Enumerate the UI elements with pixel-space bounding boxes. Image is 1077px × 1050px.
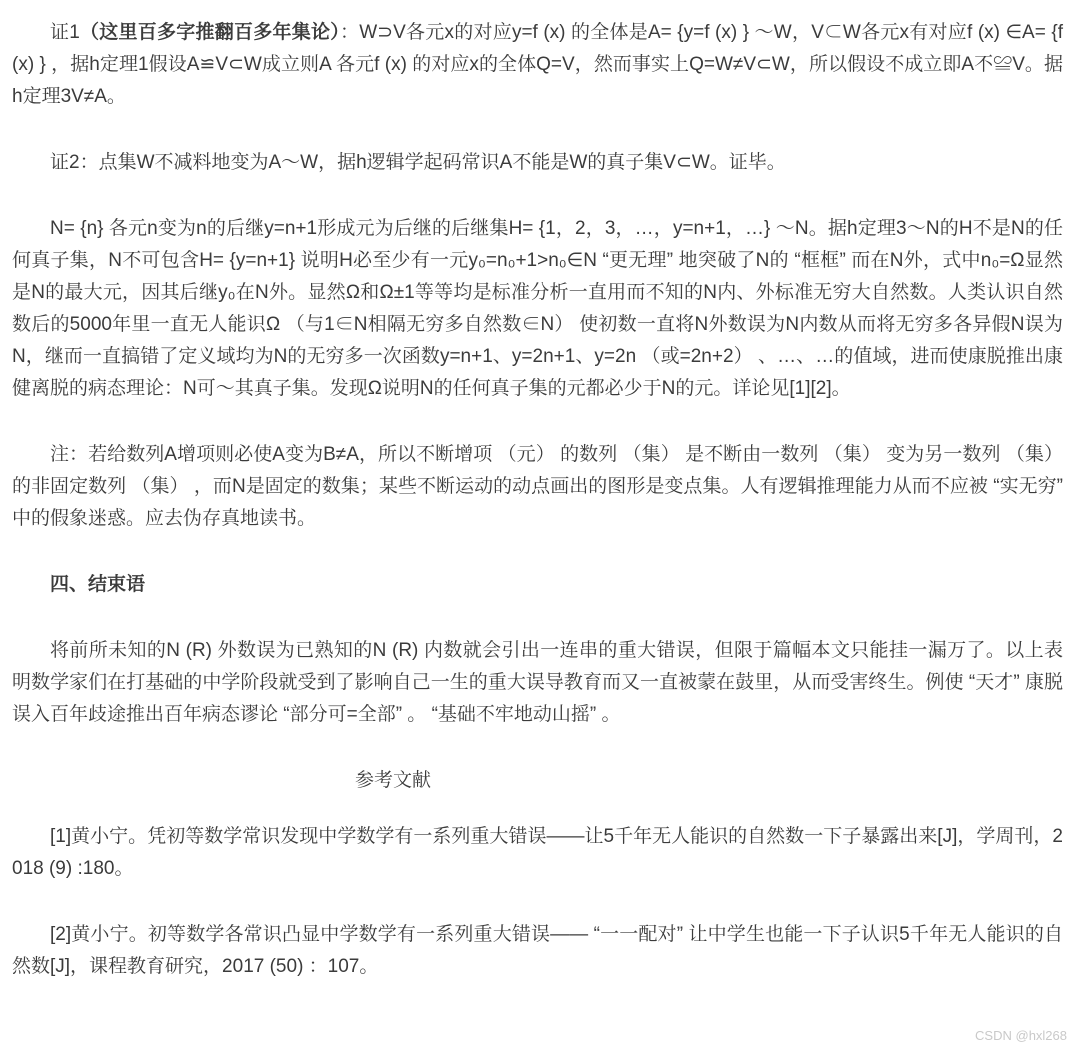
references-heading: 参考文献 (355, 770, 432, 791)
reference-item-2: [2]黄小宁。初等数学各常识凸显中学数学有一系列重大错误—— “一一配对” 让中学生也能一下子认识5千年无人能识的自然数[J]，课程教育研究，2017 (50) ：107。 (12, 924, 1063, 977)
proof2-paragraph: 证2：点集W不减料地变为A～W，据h逻辑学起码常识A不能是W的真子集V⊂W。证毕。 (50, 152, 786, 173)
successor-set-paragraph: N= {n} 各元n变为n的后继y=n+1形成元为后继的后继集H= {1，2，3，…，y=n+1，…} ～N。据h定理3～N的H不是N的任何真子集，N不可包含H= {y=n+1} 说明H必至少有一元y₀=n₀+1>n₀∈N “更无理” 地突破了N的 “框框” 而在N外，式中n₀=Ω显然是N的最大元，因其后继y₀在N外。显然Ω和Ω±1等等均是标准分析一直用而不知的N内、外标准无穷大自然数。人类认识自然数后的5000年里一直无人能识Ω （与1∈N相隔无穷多自然数∈N） 使初数一直将N外数误为N内数从而将无穷多各异假N误为N，继而一直搞错了定义域均为N的无穷多一次函数y=n+1、y=2n+1、y=2n （或=2n+2） 、…、…的值域，进而使康脱推出康健离脱的病态理论：N可～其真子集。发现Ω说明N的任何真子集的元都必少于N的元。详论见[1][2]。 (12, 218, 1063, 399)
closing-section-heading: 四、结束语 (50, 574, 146, 595)
csdn-watermark: CSDN @hxl268 (975, 1028, 1067, 1043)
reference-item-1: [1]黄小宁。凭初等数学常识发现中学数学有一系列重大错误——让5千年无人能识的自然数一下子暴露出来[J]，学周刊，2018 (9) :180。 (12, 826, 1063, 879)
closing-paragraph: 将前所未知的N (R) 外数误为已熟知的N (R) 内数就会引出一连串的重大错误，但限于篇幅本文只能挂一漏万了。以上表明数学家们在打基础的中学阶段就受到了影响自己一生的重大误导教育而又一直被蒙在鼓里，从而受害终生。例使 “天才” 康脱误入百年歧途推出百年病态谬论 “部分可=全部” 。 “基础不牢地动山摇” 。 (12, 640, 1063, 725)
proof1-body-text: ：W⊃V各元x的对应y=f (x) 的全体是A= {y=f (x) } ～W，V⊂W各元x有对应f (x) ∈A= {f (x) } ，据h定理1假设A≌V⊂W成立则A 各元f (x) 的对应x的全体Q=V，然而事实上Q=W≠V⊂W，所以假设不成立即A不≌V。据h定理3V≠A。 (12, 22, 1063, 107)
note-paragraph: 注：若给数列A增项则必使A变为B≠A，所以不断增项 （元） 的数列 （集） 是不断由一数列 （集） 变为另一数列 （集） 的非固定数列 （集） ，而N是固定的数集；某些不断运动的动点画出的图形是变点集。人有逻辑推理能力从而不应被 “实无穷” 中的假象迷惑。应去伪存真地读书。 (12, 444, 1063, 529)
proof1-paragraph (12, 16, 1063, 113)
proof1-label: 证1 (50, 22, 80, 43)
proof1-inline-note: （这里百多字推翻百多年集论） (79, 21, 340, 43)
